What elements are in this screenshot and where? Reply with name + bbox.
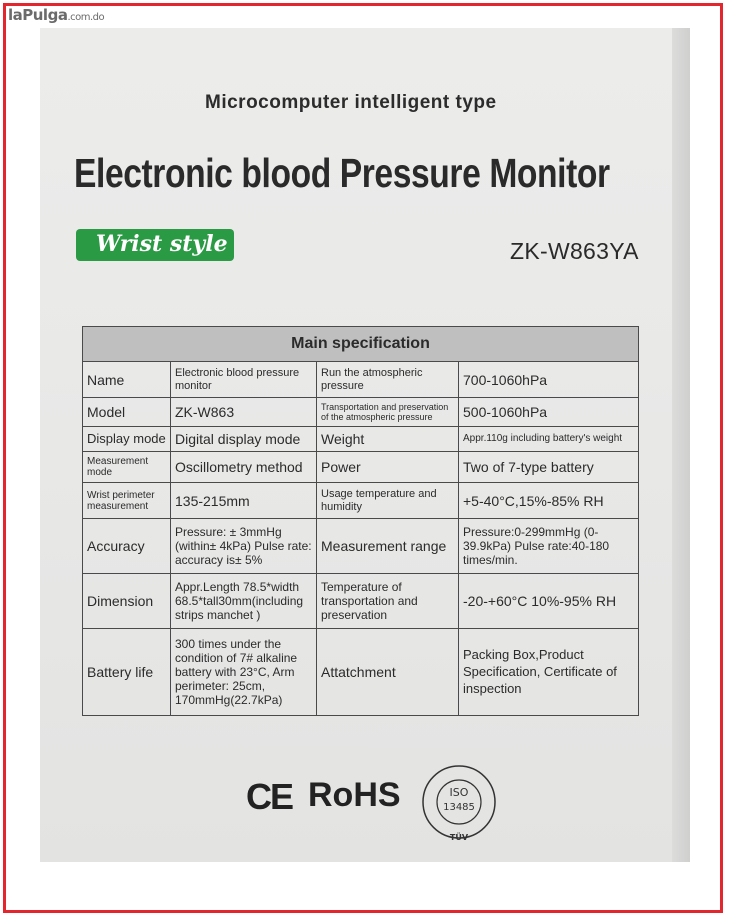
iso-13485-seal bbox=[418, 762, 500, 844]
ce-mark: CE bbox=[246, 776, 293, 817]
spec-value: -20-+60°C 10%-95% RH bbox=[459, 573, 639, 628]
spec-value: 300 times under the condition of 7# alkaline battery with 23°C, Arm perimeter: 25cm, 170mmHg(22.7kPa) bbox=[171, 628, 317, 715]
spec-value: 500-1060hPa bbox=[459, 398, 639, 427]
spec-value: Pressure:0-299mmHg (0-39.9kPa) Pulse rate:40-180 times/min. bbox=[459, 519, 639, 574]
spec-label: Transportation and preservation of the atmospheric pressure bbox=[317, 398, 459, 427]
wrist-style-badge bbox=[76, 229, 234, 261]
badge-label: Wrist style bbox=[96, 231, 228, 257]
rohs-mark: RoHS bbox=[308, 776, 401, 814]
model-number: ZK-W863YA bbox=[510, 238, 639, 264]
table-row bbox=[83, 451, 639, 482]
table-row bbox=[83, 427, 639, 451]
spec-label: Run the atmospheric pressure bbox=[317, 362, 459, 398]
product-title: Electronic blood Pressure Monitor bbox=[74, 150, 610, 196]
spec-label: Temperature of transportation and preservation bbox=[317, 573, 459, 628]
spec-value: Electronic blood pressure monitor bbox=[171, 362, 317, 398]
table-row bbox=[83, 398, 639, 427]
spec-label: Battery life bbox=[83, 628, 171, 715]
spec-value: Appr.Length 78.5*width 68.5*tall30mm(including strips manchet ) bbox=[171, 573, 317, 628]
table-row bbox=[83, 628, 639, 715]
table-row bbox=[83, 519, 639, 574]
spec-table bbox=[82, 326, 639, 716]
iso-number: 13485 bbox=[443, 802, 475, 813]
spec-value: +5-40°C,15%-85% RH bbox=[459, 483, 639, 519]
spec-value: Appr.110g including battery's weight bbox=[459, 427, 639, 451]
spec-label: Accuracy bbox=[83, 519, 171, 574]
spec-value: Oscillometry method bbox=[171, 451, 317, 482]
spec-label: Display mode bbox=[83, 427, 171, 451]
spec-value: 700-1060hPa bbox=[459, 362, 639, 398]
spec-label: Power bbox=[317, 451, 459, 482]
spec-value: ZK-W863 bbox=[171, 398, 317, 427]
spec-label: Measurement mode bbox=[83, 451, 171, 482]
spec-value: Two of 7-type battery bbox=[459, 451, 639, 482]
table-row bbox=[83, 362, 639, 398]
spec-label: Name bbox=[83, 362, 171, 398]
spec-value: Packing Box,Product Specification, Certificate of inspection bbox=[459, 628, 639, 715]
spec-value: 135-215mm bbox=[171, 483, 317, 519]
spec-label: Measurement range bbox=[317, 519, 459, 574]
tuv-label: TÜV bbox=[449, 833, 469, 842]
spec-label: Attatchment bbox=[317, 628, 459, 715]
table-row bbox=[83, 573, 639, 628]
subtitle: Microcomputer intelligent type bbox=[205, 92, 497, 113]
spec-label: Model bbox=[83, 398, 171, 427]
box-side-edge bbox=[672, 28, 690, 862]
spec-label: Dimension bbox=[83, 573, 171, 628]
spec-value: Digital display mode bbox=[171, 427, 317, 451]
spec-label: Wrist perimeter measurement bbox=[83, 483, 171, 519]
iso-label: ISO bbox=[449, 786, 469, 799]
table-row bbox=[83, 483, 639, 519]
spec-value: Pressure: ± 3mmHg (within± 4kPa) Pulse rate: accuracy is± 5% bbox=[171, 519, 317, 574]
spec-header: Main specification bbox=[83, 327, 639, 362]
spec-label: Usage temperature and humidity bbox=[317, 483, 459, 519]
watermark: laPulga.com.do bbox=[8, 6, 105, 24]
spec-label: Weight bbox=[317, 427, 459, 451]
